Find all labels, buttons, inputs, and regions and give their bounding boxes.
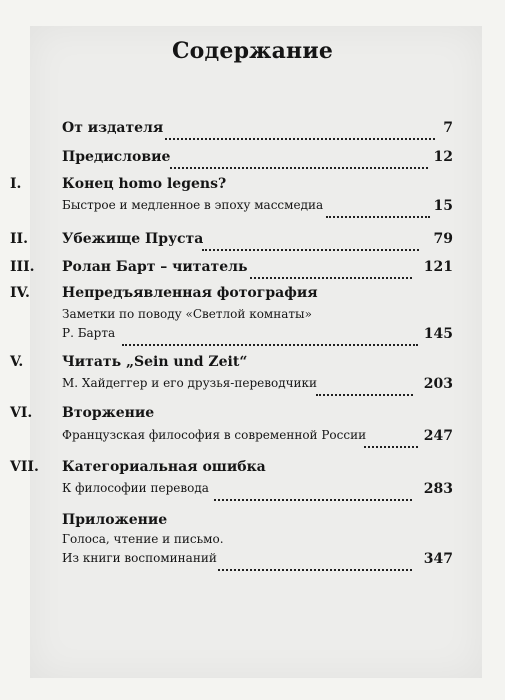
chapter-number: II. (10, 231, 28, 247)
page-number: 203 (423, 376, 453, 392)
page-title: Содержание (171, 38, 334, 64)
leader-dots (214, 481, 412, 501)
entry-subtitle: М. Хайдеггер и его друзья-переводчики (62, 376, 318, 390)
leader-dots (122, 326, 418, 346)
entry-heading: Непредъявленная фотография (62, 285, 318, 301)
leader-dots (165, 120, 435, 140)
leader-dots (218, 551, 412, 571)
entry-subtitle: Из книги воспоминаний (62, 551, 217, 565)
toc-entry (0, 459, 505, 483)
toc-entry (0, 120, 505, 144)
toc-entry (0, 176, 505, 200)
toc-entry (0, 231, 505, 255)
chapter-number: III. (10, 259, 35, 275)
leader-dots (364, 428, 418, 448)
toc-entry-subtitle (0, 551, 505, 575)
chapter-number: V. (10, 354, 24, 370)
page-number: 15 (433, 198, 453, 214)
toc-entry-subtitle (0, 376, 505, 400)
leader-dots (202, 231, 419, 251)
toc-entry-subtitle (0, 198, 505, 222)
entry-subtitle: Голоса, чтение и письмо. (62, 532, 224, 546)
entry-subtitle: К философии перевода (62, 481, 209, 495)
toc-entry (0, 405, 505, 429)
entry-heading: Вторжение (62, 405, 155, 421)
entry-heading: Предисловие (62, 149, 171, 165)
entry-subtitle: Французская философия в современной России (62, 428, 367, 442)
chapter-number: I. (10, 176, 22, 192)
entry-heading: От издателя (62, 120, 164, 136)
entry-subtitle: Заметки по поводу «Светлой комнаты» (62, 307, 312, 321)
page-number: 283 (423, 481, 453, 497)
entry-heading: Ролан Барт – читатель (62, 259, 248, 275)
leader-dots (250, 259, 412, 279)
entry-subtitle: Р. Барта (62, 326, 116, 340)
page-number: 247 (423, 428, 453, 444)
chapter-number: VI. (10, 405, 33, 421)
entry-subtitle: Быстрое и медленное в эпоху массмедиа (62, 198, 324, 212)
toc-entry-subtitle (0, 481, 505, 505)
toc-entry (0, 354, 505, 378)
page-number: 7 (443, 120, 453, 136)
page-number: 121 (423, 259, 453, 275)
entry-heading: Убежище Пруста (62, 231, 204, 247)
chapter-number: VII. (10, 459, 39, 475)
entry-heading: Конец homo legens? (62, 176, 227, 192)
entry-heading: Приложение (62, 512, 168, 528)
toc-entry-subtitle (0, 326, 505, 350)
page-number: 12 (433, 149, 453, 165)
page-number: 347 (423, 551, 453, 567)
toc-entry (0, 285, 505, 309)
entry-heading: Категориальная ошибка (62, 459, 266, 475)
toc-entry (0, 149, 505, 173)
toc-entry-subtitle (0, 428, 505, 452)
chapter-number: IV. (10, 285, 30, 301)
leader-dots (326, 198, 430, 218)
page-number: 79 (433, 231, 453, 247)
page-number: 145 (423, 326, 453, 342)
leader-dots (170, 149, 428, 169)
entry-heading: Читать „Sein und Zeit“ (62, 354, 248, 370)
leader-dots (316, 376, 413, 396)
toc-entry (0, 259, 505, 283)
